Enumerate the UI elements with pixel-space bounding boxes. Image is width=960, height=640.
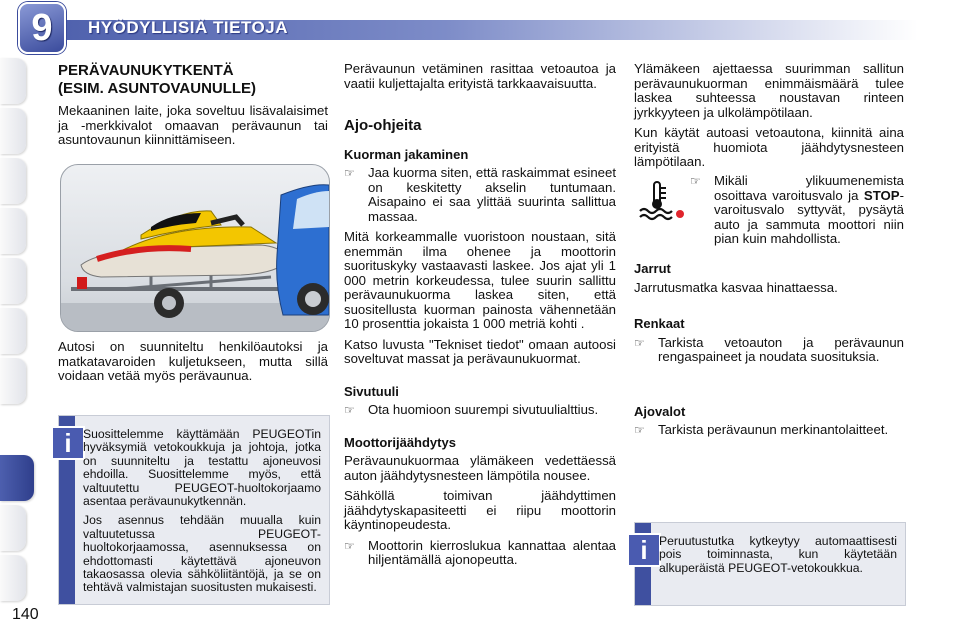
- load-bullet: [344, 166, 616, 224]
- towing-intro: Perävaunun vetäminen rasittaa vetoautoa ja vaatii kuljettajalta erityistä tarkkaavaisuutta.: [344, 61, 616, 91]
- warning-text-before: Mikäli ylikuumenemista osoittava varoitusvalo ja: [714, 173, 904, 203]
- chapter-tab[interactable]: [0, 208, 26, 254]
- warning-text-after: -varoitusvalo syttyvät, pysäytä auto ja sammuta moottori niin pian kuin mahdollista.: [714, 187, 904, 246]
- cooling-text-1: Perävaunukuormaa ylämäkeen vedettäessä auton jäähdytysnesteen lämpötila nousee.: [344, 453, 616, 483]
- chapter-number-badge: 9: [18, 2, 66, 54]
- load-title: Kuorman jakaminen: [344, 146, 469, 162]
- cooling-bullet: [344, 539, 616, 568]
- chapter-tab[interactable]: [0, 58, 26, 104]
- section-title-driving: Ajo-ohjeita: [344, 117, 422, 134]
- heading-line-1: PERÄVAUNUKYTKENTÄ: [58, 62, 234, 79]
- info-icon: i: [51, 426, 85, 460]
- load-bullet-text: Jaa kuorma siten, että raskaimmat esineet on keskitetty akselin tuntumaan. Aisapaino ei saa ylittää suurinta sallittua massaa.: [368, 165, 616, 224]
- vehicle-usage-text: Autosi on suunniteltu henkilöautoksi ja matkatavaroiden kuljetukseen, mutta sillä voidaan vetää myös perävaunua.: [58, 339, 328, 383]
- warning-bullet-block: [690, 174, 904, 253]
- column-2: [344, 62, 616, 574]
- tyres-title: Renkaat: [634, 316, 685, 331]
- lights-bullet: [634, 423, 904, 438]
- info-text-1: Suosittelemme käyttämään PEUGEOTin hyväksymiä vetokoukkuja ja johtoja, jotka on suunniteltu ja testattu ajoneuvosi ehdoilla. Suosittelemme myös, että valtuutettu PEUGEOT-huoltokorjaamo asentaa perävaunukytkennän.: [83, 427, 321, 509]
- section-heading: [58, 62, 328, 98]
- parking-sensor-text: Peruutustutka kytkeytyy automaattisesti pois toiminnasta, kun käytetään alkuperäistä PEUGEOT-vetokoukkua.: [659, 534, 897, 575]
- pointing-hand-icon: ☞: [634, 423, 645, 437]
- chapter-tab[interactable]: [0, 308, 26, 354]
- page-title: HYÖDYLLISIÄ TIETOJA: [88, 18, 288, 37]
- wind-bullet: [344, 403, 616, 418]
- pointing-hand-icon: ☞: [344, 166, 355, 180]
- chapter-tab[interactable]: [0, 108, 26, 154]
- stop-label: STOP: [863, 187, 900, 203]
- page-number: 140: [12, 606, 39, 623]
- jet-ski-trailer-icon: [61, 165, 329, 331]
- chapter-tab[interactable]: [0, 555, 26, 601]
- chapter-tab-active[interactable]: [0, 455, 34, 501]
- chapter-tabs: [0, 0, 40, 640]
- lights-bullet-text: Tarkista perävaunun merkinantolaitteet.: [658, 422, 889, 437]
- load-text: Mitä korkeammalle vuoristoon noustaan, sitä enemmän ilma ohenee ja moottorin suorituskyky vastaavasti laskee. Jos ajat yli 1 000 metrin korkeudessa, tulee suurin sallittu perävaunukuorma laskea siten, että suositellusta kuorman painosta vähennetään 10 prosenttia jokaista 1 000 metriä kohti .: [344, 229, 616, 331]
- wind-bullet-text: Ota huomioon suurempi sivutuulialttius.: [368, 402, 599, 417]
- chapter-tab[interactable]: [0, 505, 26, 551]
- heading-line-2: (ESIM. ASUNTOVAUNULLE): [58, 80, 257, 97]
- cooling-bullet-text: Moottorin kierroslukua kannattaa alentaa hiljentämällä ajonopeutta.: [368, 537, 616, 567]
- pointing-hand-icon: ☞: [344, 403, 355, 417]
- column-1: [58, 62, 328, 154]
- column-3: [634, 62, 904, 176]
- info-text-2: Jos asennus tehdään muualla kuin valtuutetussa PEUGEOT-huoltokorjaamossa, asennuksessa on ehdottomasti käytettävä ajoneuvon takaosassa olevia sähköliitäntöjä, ja se on tehtävä valmistajan suositusten mukaisesti.: [83, 513, 321, 595]
- intro-text: Mekaaninen laite, joka soveltuu lisävalaisimet ja -merkkivalot omaavan perävaunun tai asuntovaunun kiinnittämiseen.: [58, 103, 328, 147]
- info-icon: i: [627, 533, 661, 567]
- cooling-text-2: Sähköllä toimivan jäähdyttimen jäähdytyskapasiteetti ei riipu moottorin käyntinopeudesta.: [344, 488, 616, 532]
- coolant-temperature-warning-icon: [636, 178, 686, 222]
- brakes-text: Jarrutusmatka kasvaa hinattaessa.: [634, 279, 838, 295]
- info-box-parking-sensor: [634, 522, 906, 606]
- chapter-tab[interactable]: [0, 258, 26, 304]
- chapter-tab[interactable]: [0, 158, 26, 204]
- chapter-tab[interactable]: [0, 358, 26, 404]
- jet-ski-trailer-illustration: [60, 164, 330, 332]
- info-box-recommendation: [58, 415, 330, 605]
- lights-title: Ajovalot: [634, 403, 686, 419]
- column-1-lower: [58, 340, 328, 390]
- pointing-hand-icon: ☞: [634, 335, 645, 350]
- wind-title: Sivutuuli: [344, 383, 399, 399]
- load-text-2: Katso luvusta "Tekniset tiedot" omaan autoosi soveltuvat massat ja perävaunukuormat.: [344, 336, 616, 366]
- tyres-bullet: [634, 336, 904, 365]
- tyres-bullet-text: Tarkista vetoauton ja perävaunun rengaspaineet ja noudata suosituksia.: [658, 334, 904, 364]
- warning-bullet: [690, 174, 904, 247]
- column-3-lower: [634, 252, 904, 444]
- cooling-title: Moottorijäähdytys: [344, 434, 456, 450]
- pointing-hand-icon: ☞: [690, 174, 701, 188]
- coolant-attention-text: Kun käytät autoasi vetoautona, kiinnitä aina erityistä huomiota jäähdytysnesteen lämpötilaan.: [634, 125, 904, 169]
- brakes-title: Jarrut: [634, 261, 671, 276]
- pointing-hand-icon: ☞: [344, 538, 355, 553]
- uphill-text: Ylämäkeen ajettaessa suurimman sallitun perävaunukuorman enimmäismäärä tulee laskea suhteessa noustavan rinteen jyrkkyyteen ja ulkolämpötilaan.: [634, 61, 904, 120]
